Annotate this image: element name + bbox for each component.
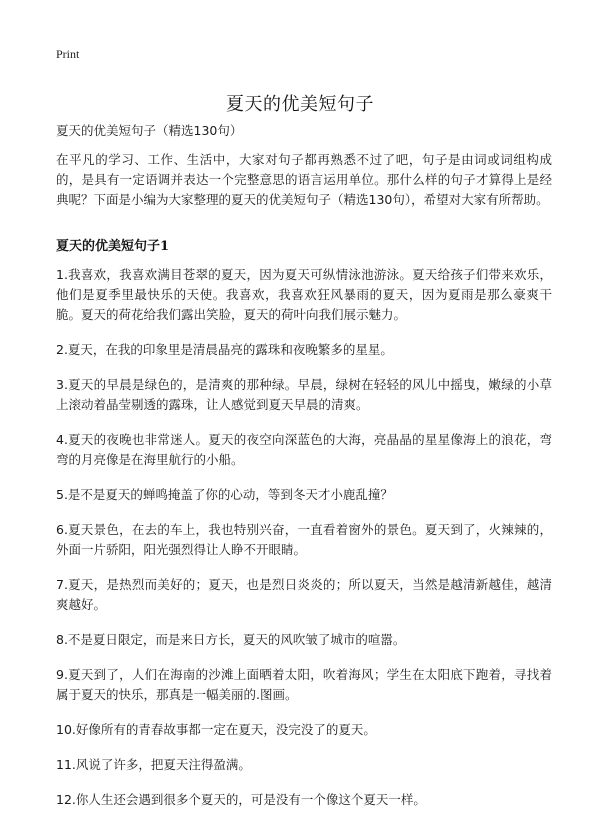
list-item: 3.夏天的早晨是绿色的，是清爽的那种绿。早晨，绿树在轻轻的风儿中摇曳，嫩绿的小草上滚动着晶莹剔透的露珠，让人感觉到夏天早晨的清爽。 <box>56 377 552 412</box>
list-item: 4.夏天的夜晚也非常迷人。夏天的夜空向深蓝色的大海，亮晶晶的星星像海上的浪花，弯弯的月亮像是在海里航行的小船。 <box>56 432 552 467</box>
list-item: 9.夏天到了，人们在海南的沙滩上面晒着太阳，吹着海风；学生在太阳底下跑着，寻找着属于夏天的快乐，那真是一幅美丽的.图画。 <box>56 667 552 702</box>
list-item: 11.风说了许多，把夏天注得盈满。 <box>56 757 251 772</box>
list-item: 6.夏天景色，在去的车上，我也特别兴奋，一直看着窗外的景色。夏天到了，火辣辣的，外面一片骄阳，阳光强烈得让人睁不开眼睛。 <box>56 522 552 557</box>
list-item: 5.是不是夏天的蝉鸣掩盖了你的心动，等到冬天才小鹿乱撞？ <box>56 487 393 502</box>
intro-paragraph: 在平凡的学习、工作、生活中，大家对句子都再熟悉不过了吧，句子是由词或词组构成的，是具有一定语调并表达一个完整意思的语言运用单位。那什么样的句子才算得上是经典呢？下面是小编为大家整理的夏天的优美短句子（精选130句），希望对大家有所帮助。 <box>56 152 552 207</box>
list-item: 7.夏天，是热烈而美好的；夏天，也是烈日炎炎的；所以夏天，当然是越清新越佳，越清爽越好。 <box>56 577 552 612</box>
list-item: 10.好像所有的青春故事都一定在夏天，没完没了的夏天。 <box>56 722 376 737</box>
list-item: 2.夏天，在我的印象里是清晨晶亮的露珠和夜晚繁多的星星。 <box>56 342 393 357</box>
section-heading: 夏天的优美短句子1 <box>56 239 170 254</box>
list-item: 1.我喜欢，我喜欢满目苍翠的夏天，因为夏天可纵情泳池游泳。夏天给孩子们带来欢乐，他们是夏季里最快乐的天使。我喜欢，我喜欢狂风暴雨的夏天，因为夏雨是那么豪爽干脆。夏天的荷花给我们露出笑脸，夏天的荷叶向我们展示魅力。 <box>56 267 552 322</box>
list-item: 12.你人生还会遇到很多个夏天的，可是没有一个像这个夏天一样。 <box>56 792 426 807</box>
page-title: 夏天的优美短句子 <box>226 94 374 116</box>
print-link[interactable]: Print <box>56 47 80 61</box>
sentence-list <box>56 265 552 825</box>
article-subtitle: 夏天的优美短句子（精选130句） <box>56 123 243 138</box>
list-item: 8.不是夏日限定，而是来日方长，夏天的风吹皱了城市的喧嚣。 <box>56 632 406 647</box>
